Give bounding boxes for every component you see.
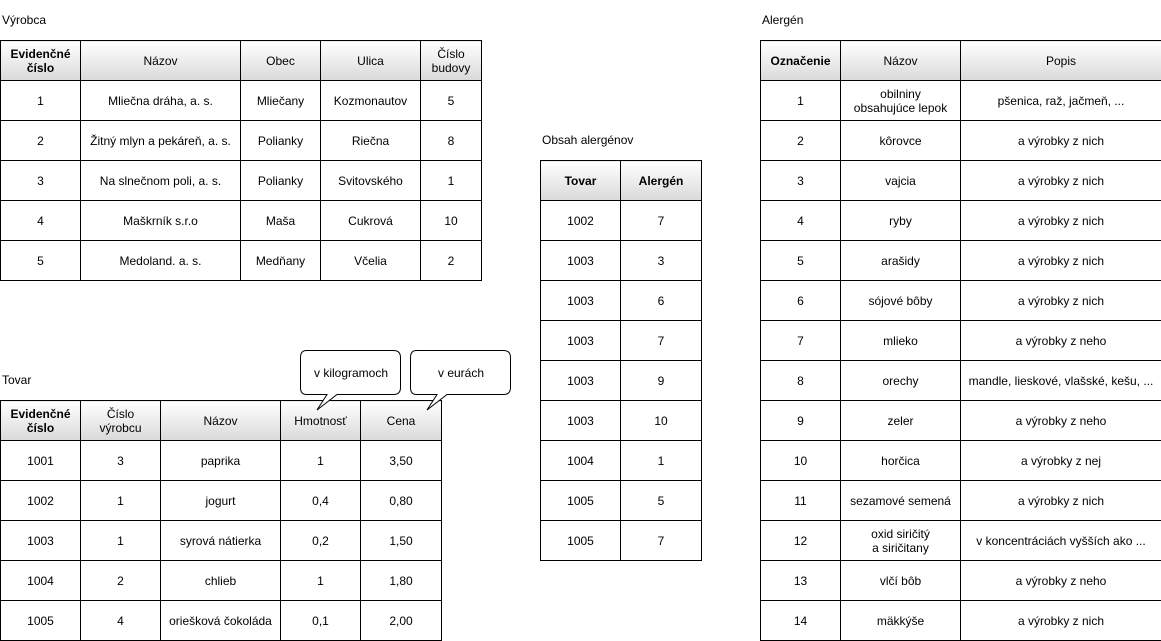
obsah-row xyxy=(541,401,702,441)
table-cell: 8 xyxy=(761,361,841,401)
table-cell: Mliečna dráha, a. s. xyxy=(81,81,241,121)
obsah-row xyxy=(541,481,702,521)
vyrobca-row xyxy=(1,201,482,241)
table-cell: a výrobky z nich xyxy=(961,161,1161,201)
tovar-row xyxy=(1,441,442,481)
table-cell: 5 xyxy=(761,241,841,281)
table-cell: 1003 xyxy=(541,241,621,281)
table-cell: sójové bôby xyxy=(841,281,961,321)
table-cell: a výrobky z nej xyxy=(961,441,1161,481)
table-cell: 10 xyxy=(761,441,841,481)
table-cell: mäkkýše xyxy=(841,601,961,641)
table-cell: orechy xyxy=(841,361,961,401)
table-cell: oxid siričitý a siričitany xyxy=(841,521,961,561)
tovar-row xyxy=(1,601,442,641)
alergen-row xyxy=(761,561,1161,601)
tovar-header-cell: Číslo výrobcu xyxy=(81,401,161,441)
table-cell: 1 xyxy=(621,441,702,481)
table-cell: Svitovského xyxy=(321,161,421,201)
table-cell: Na slnečnom poli, a. s. xyxy=(81,161,241,201)
table-cell: 2 xyxy=(421,241,482,281)
obsah-header-cell: Tovar xyxy=(541,161,621,201)
table-cell: kôrovce xyxy=(841,121,961,161)
tovar-row xyxy=(1,561,442,601)
table-cell: a výrobky z nich xyxy=(961,281,1161,321)
table-cell: 1002 xyxy=(1,481,81,521)
table-cell: 1003 xyxy=(541,361,621,401)
table-cell: zeler xyxy=(841,401,961,441)
table-cell: Cukrová xyxy=(321,201,421,241)
table-cell: a výrobky z nich xyxy=(961,601,1161,641)
table-cell: 0,2 xyxy=(281,521,361,561)
table-cell: 1003 xyxy=(1,521,81,561)
table-cell: 9 xyxy=(621,361,702,401)
table-cell: 14 xyxy=(761,601,841,641)
table-cell: 7 xyxy=(761,321,841,361)
alergen-row xyxy=(761,321,1161,361)
table-cell: Maša xyxy=(241,201,321,241)
table-cell: ryby xyxy=(841,201,961,241)
callout-kilogramy-text: v kilogramoch xyxy=(313,366,389,380)
alergen-row xyxy=(761,521,1161,561)
table-cell: Mliečany xyxy=(241,81,321,121)
table-cell: syrová nátierka xyxy=(161,521,281,561)
table-cell: 1002 xyxy=(541,201,621,241)
table-cell: 13 xyxy=(761,561,841,601)
tovar-header-cell: Hmotnosť xyxy=(281,401,361,441)
table-cell: 3 xyxy=(81,441,161,481)
vyrobca-header-cell: Ulica xyxy=(321,41,421,81)
table-cell: 1004 xyxy=(1,561,81,601)
table-cell: vajcia xyxy=(841,161,961,201)
table-cell: 12 xyxy=(761,521,841,561)
obsah-row xyxy=(541,521,702,561)
vyrobca-row xyxy=(1,121,482,161)
vyrobca-row xyxy=(1,161,482,201)
table-cell: pšenica, raž, jačmeň, ... xyxy=(961,81,1161,121)
alergen-row xyxy=(761,161,1161,201)
alergen-header-cell: Názov xyxy=(841,41,961,81)
alergen-row xyxy=(761,601,1161,641)
table-cell: v koncentráciách vyšších ako ... xyxy=(961,521,1161,561)
obsah-caption: Obsah alergénov xyxy=(542,133,634,147)
table-cell: Žitný mlyn a pekáreň, a. s. xyxy=(81,121,241,161)
table-cell: 3 xyxy=(761,161,841,201)
vyrobca-header-cell: Evidenčné číslo xyxy=(1,41,81,81)
table-cell: mandle, lieskové, vlašské, kešu, ... xyxy=(961,361,1161,401)
alergen-caption: Alergén xyxy=(762,13,804,27)
table-cell: a výrobky z nich xyxy=(961,201,1161,241)
table-cell: a výrobky z nich xyxy=(961,481,1161,521)
alergen-row xyxy=(761,81,1161,121)
table-cell: mlieko xyxy=(841,321,961,361)
table-cell: 3 xyxy=(1,161,81,201)
table-cell: a výrobky z nich xyxy=(961,121,1161,161)
table-cell: a výrobky z neho xyxy=(961,561,1161,601)
vyrobca-caption: Výrobca xyxy=(2,13,47,27)
alergen-row xyxy=(761,441,1161,481)
table-cell: 4 xyxy=(761,201,841,241)
table-cell: Kozmonautov xyxy=(321,81,421,121)
callout-kilogramy xyxy=(299,349,403,413)
table-cell: 1,80 xyxy=(361,561,442,601)
table-cell: 2 xyxy=(81,561,161,601)
table-cell: 0,80 xyxy=(361,481,442,521)
alergen-header-cell: Popis xyxy=(961,41,1161,81)
table-cell: 8 xyxy=(421,121,482,161)
table-cell: Maškrník s.r.o xyxy=(81,201,241,241)
alergen-row xyxy=(761,401,1161,441)
obsah-row xyxy=(541,201,702,241)
alergen-table xyxy=(760,40,1161,641)
table-cell: 1 xyxy=(421,161,482,201)
alergen-header-cell: Označenie xyxy=(761,41,841,81)
table-cell: 2 xyxy=(761,121,841,161)
table-cell: a výrobky z neho xyxy=(961,321,1161,361)
obsah-table xyxy=(540,160,702,561)
table-cell: 9 xyxy=(761,401,841,441)
vyrobca-row xyxy=(1,81,482,121)
table-cell: 1004 xyxy=(541,441,621,481)
table-cell: 1,50 xyxy=(361,521,442,561)
table-cell: 5 xyxy=(621,481,702,521)
table-cell: 7 xyxy=(621,321,702,361)
table-cell: Medňany xyxy=(241,241,321,281)
vyrobca-table xyxy=(0,40,482,281)
table-cell: 1003 xyxy=(541,281,621,321)
table-cell: 4 xyxy=(1,201,81,241)
table-cell: a výrobky z neho xyxy=(961,401,1161,441)
tovar-header-cell: Názov xyxy=(161,401,281,441)
table-cell: 1005 xyxy=(541,481,621,521)
alergen-row xyxy=(761,121,1161,161)
vyrobca-header-row xyxy=(1,41,482,81)
table-cell: 2 xyxy=(1,121,81,161)
alergen-row xyxy=(761,241,1161,281)
vyrobca-header-cell: Názov xyxy=(81,41,241,81)
table-cell: chlieb xyxy=(161,561,281,601)
table-cell: 6 xyxy=(621,281,702,321)
vyrobca-header-cell: Obec xyxy=(241,41,321,81)
table-cell: 0,4 xyxy=(281,481,361,521)
obsah-row xyxy=(541,361,702,401)
table-cell: horčica xyxy=(841,441,961,481)
table-cell: 1001 xyxy=(1,441,81,481)
obsah-header-cell: Alergén xyxy=(621,161,702,201)
tovar-header-cell: Evidenčné číslo xyxy=(1,401,81,441)
alergen-row xyxy=(761,281,1161,321)
table-cell: 10 xyxy=(421,201,482,241)
table-cell: 1 xyxy=(281,561,361,601)
obsah-header-row xyxy=(541,161,702,201)
table-cell: arašidy xyxy=(841,241,961,281)
alergen-row xyxy=(761,361,1161,401)
obsah-row xyxy=(541,241,702,281)
table-cell: 0,1 xyxy=(281,601,361,641)
table-cell: Polianky xyxy=(241,161,321,201)
vyrobca-header-cell: Číslo budovy xyxy=(421,41,482,81)
table-cell: jogurt xyxy=(161,481,281,521)
table-cell: obilniny obsahujúce lepok xyxy=(841,81,961,121)
table-cell: 1 xyxy=(761,81,841,121)
table-cell: 5 xyxy=(421,81,482,121)
table-cell: Polianky xyxy=(241,121,321,161)
table-cell: 3,50 xyxy=(361,441,442,481)
callout-eura xyxy=(409,349,513,413)
table-cell: sezamové semená xyxy=(841,481,961,521)
table-cell: 1 xyxy=(81,481,161,521)
tovar-header-cell: Cena xyxy=(361,401,442,441)
table-cell: 2,00 xyxy=(361,601,442,641)
callout-eura-text: v eurách xyxy=(437,366,485,380)
obsah-row xyxy=(541,281,702,321)
table-cell: 10 xyxy=(621,401,702,441)
table-cell: oriešková čokoláda xyxy=(161,601,281,641)
obsah-row xyxy=(541,321,702,361)
obsah-row xyxy=(541,441,702,481)
table-cell: 1 xyxy=(281,441,361,481)
table-cell: a výrobky z nich xyxy=(961,241,1161,281)
vyrobca-row xyxy=(1,241,482,281)
table-cell: 1 xyxy=(1,81,81,121)
tovar-caption: Tovar xyxy=(2,373,32,387)
table-cell: 1003 xyxy=(541,401,621,441)
table-cell: 6 xyxy=(761,281,841,321)
alergen-row xyxy=(761,481,1161,521)
table-cell: 1005 xyxy=(1,601,81,641)
table-cell: Riečna xyxy=(321,121,421,161)
table-cell: vlčí bôb xyxy=(841,561,961,601)
tovar-table xyxy=(0,400,442,641)
table-cell: 7 xyxy=(621,201,702,241)
table-cell: 1003 xyxy=(541,321,621,361)
tovar-row xyxy=(1,521,442,561)
tovar-row xyxy=(1,481,442,521)
table-cell: 3 xyxy=(621,241,702,281)
table-cell: 7 xyxy=(621,521,702,561)
table-cell: Včelia xyxy=(321,241,421,281)
table-cell: 5 xyxy=(1,241,81,281)
table-cell: 11 xyxy=(761,481,841,521)
alergen-row xyxy=(761,201,1161,241)
table-cell: Medoland. a. s. xyxy=(81,241,241,281)
table-cell: 1005 xyxy=(541,521,621,561)
alergen-header-row xyxy=(761,41,1161,81)
table-cell: 1 xyxy=(81,521,161,561)
table-cell: 4 xyxy=(81,601,161,641)
table-cell: paprika xyxy=(161,441,281,481)
